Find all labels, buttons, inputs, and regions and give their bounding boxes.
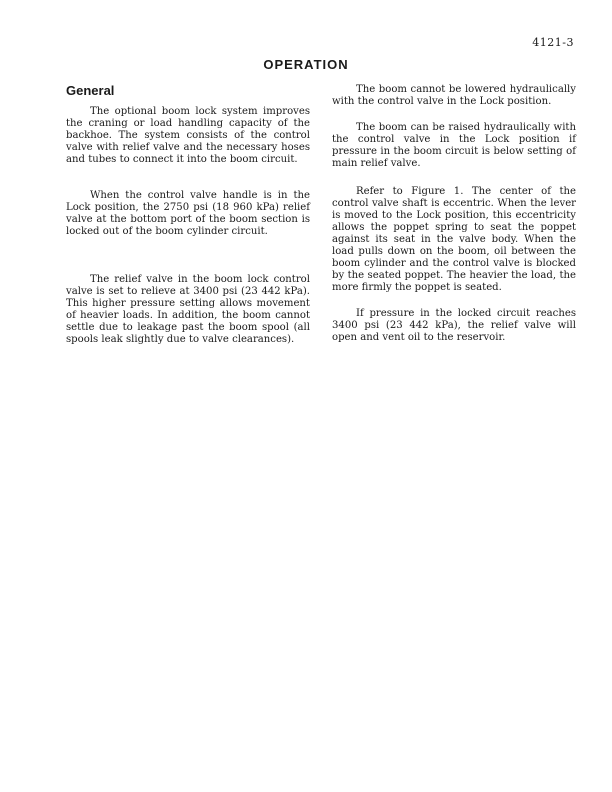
paragraph-eccentric-shaft: Refer to Figure 1. The center of the control valve shaft is eccentric. When the lever is moved to the Lock position, this eccentricity allows the poppet spring to seat the poppet against its seat in the valve body. When the load pulls down on the boom, oil between the boom cylinder and the control valve is blocked by the seated poppet. The heavier the load, the more firmly the poppet is seated. [332, 186, 576, 293]
general-heading: General [66, 83, 115, 98]
paragraph-boom-raising: The boom can be raised hydraulically with the control valve in the Lock position if pressure in the boom circuit is below setting of main relief valve. [332, 122, 576, 169]
page-number: 4121-3 [532, 36, 574, 49]
paragraph-boom-lock-intro: The optional boom lock system improves the craning or load handling capacity of the backhoe. The system consists of the control valve with relief valve and the necessary hoses and tubes to connect it into the boom circuit. [66, 106, 310, 165]
left-column [66, 84, 310, 346]
paragraph-boom-lowering: The boom cannot be lowered hydraulically with the control valve in the Lock position. [332, 84, 576, 107]
paragraph-relief-valve-setting: The relief valve in the boom lock control valve is set to relieve at 3400 psi (23 442 kPa). This higher pressure setting allows movement of heavier loads. In addition, the boom cannot settle due to leakage past the boom spool (all spools leak slightly due to valve clearances). [66, 274, 310, 345]
section-title: OPERATION [263, 57, 349, 72]
paragraph-relief-venting: If pressure in the locked circuit reaches 3400 psi (23 442 kPa), the relief valve will open and vent oil to the reservoir. [332, 308, 576, 343]
paragraph-lock-position: When the control valve handle is in the Lock position, the 2750 psi (18 960 kPa) relief valve at the bottom port of the boom section is locked out of the boom cylinder circuit. [66, 190, 310, 237]
right-column [332, 84, 576, 344]
